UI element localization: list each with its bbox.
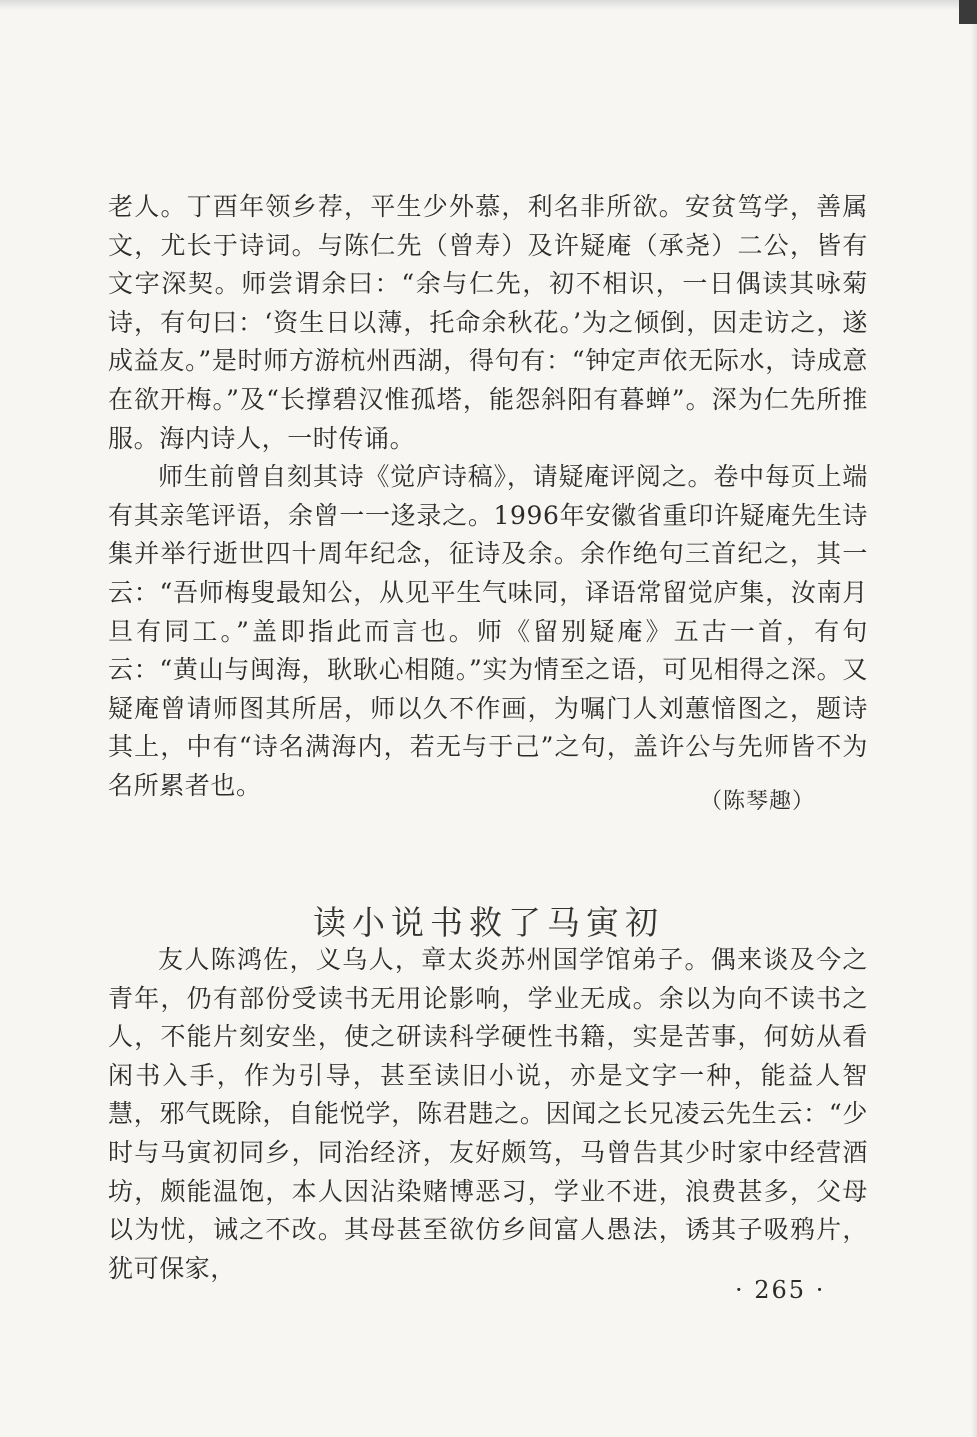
- paragraph: 师生前曾自刻其诗《觉庐诗稿》，请疑庵评阅之。卷中每页上端有其亲笔评语，余曾一一迻录之。1996年安徽省重印许疑庵先生诗集并举行逝世四十周年纪念，征诗及余。余作绝句三首纪之，其一云：“吾师梅叟最知公，从见平生气味同，译语常留觉庐集，汝南月旦有同工。”盖即指此而言也。师《留别疑庵》五古一首，有句云：“黄山与闽海，耿耿心相随。”实为情至之语，可见相得之深。又疑庵曾请师图其所居，师以久不作画，为嘱门人刘蕙愔图之，题诗其上，中有“诗名满海内，若无与于己”之句，盖许公与先师皆不为名所累者也。: [108, 462, 868, 800]
- author-signature: （陈琴趣）: [700, 789, 816, 814]
- scan-corner-mark: [959, 14, 977, 24]
- article-title: 读小说书救了马寅初: [313, 903, 664, 943]
- page-number: · 265 ·: [735, 1276, 826, 1304]
- paragraph: 老人。丁酉年领乡荐，平生少外慕，利名非所欲。安贫笃学，善属文，尤长于诗词。与陈仁先（曾寿）及许疑庵（承尧）二公，皆有文字深契。师尝谓余曰：“余与仁先，初不相识，一日偶读其咏菊诗，有句曰：‘资生日以薄，托命余秋花。’为之倾倒，因走访之，遂成益友。”是时师方游杭州西湖，得句有：“钟定声依无际水，诗成意在欲开梅。”及“长撑碧汉惟孤塔，能怨斜阳有暮蝉”。深为仁先所推服。海内诗人，一时传诵。: [108, 192, 868, 453]
- page-right-edge: [971, 0, 977, 1437]
- section1-body: [108, 188, 868, 806]
- page-top-edge: [0, 0, 977, 10]
- paragraph: 友人陈鸿佐，义乌人，章太炎苏州国学馆弟子。偶来谈及今之青年，仍有部份受读书无用论影响，学业无成。余以为向不读书之人，不能片刻安坐，使之研读科学硬性书籍，实是苦事，何妨从看闲书入手，作为引导，甚至读旧小说，亦是文字一种，能益人智慧，邪气既除，自能悦学，陈君韪之。因闻之长兄凌云先生云：“少时与马寅初同乡，同治经济，友好颇笃，马曾告其少时家中经营酒坊，颇能温饱，本人因沾染赌博恶习，学业不进，浪费甚多，父母以为忧，诫之不改。其母甚至欲仿乡间富人愚法，诱其子吸鸦片，犹可保家，: [108, 945, 868, 1283]
- section2-body: [108, 941, 868, 1288]
